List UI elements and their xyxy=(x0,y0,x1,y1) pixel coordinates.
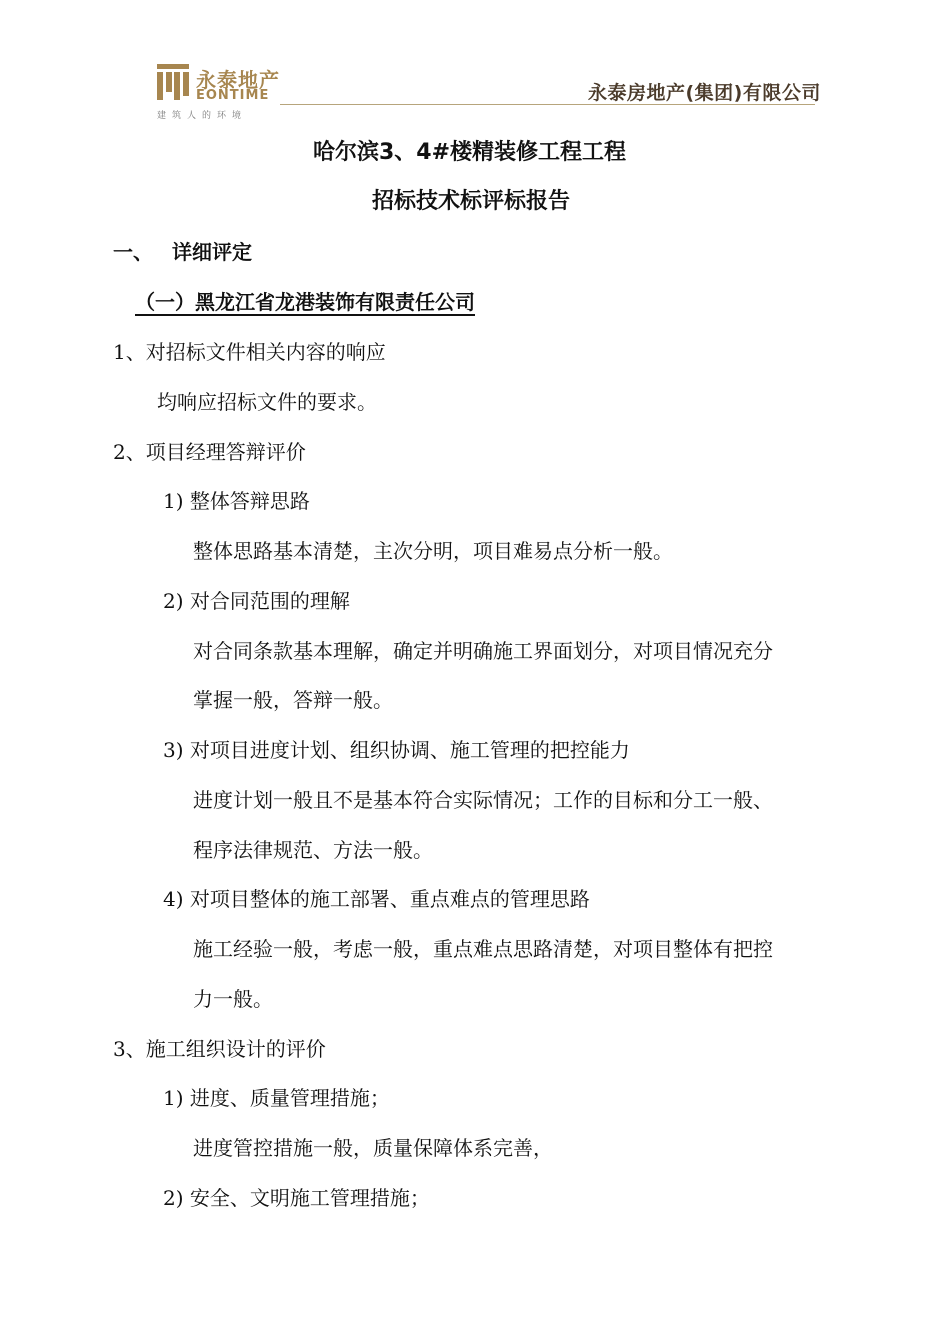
page-header xyxy=(0,0,950,140)
logo-chinese-text: 永泰地产 xyxy=(196,68,280,92)
report-title-line1: 哈尔滨3、4#楼精装修工程工程 xyxy=(313,140,627,165)
sub-item-text: 程序法律规范、方法一般。 xyxy=(193,838,433,862)
eontime-logo-icon xyxy=(157,64,189,100)
item-heading: 1、对招标文件相关内容的响应 xyxy=(113,340,386,364)
section-number: 一、 xyxy=(113,240,153,264)
sub-item-text: 进度管控措施一般，质量保障体系完善， xyxy=(193,1136,553,1160)
item-text: 均响应招标文件的要求。 xyxy=(157,390,377,414)
header-divider xyxy=(280,104,815,105)
bidder-heading: （一）黑龙江省龙港装饰有限责任公司 xyxy=(135,290,475,314)
sub-item-heading: 4) 对项目整体的施工部署、重点难点的管理思路 xyxy=(163,887,590,911)
section-heading: 详细评定 xyxy=(172,240,252,264)
sub-item-text: 对合同条款基本理解，确定并明确施工界面划分，对项目情况充分 xyxy=(193,639,773,663)
sub-item-text: 力一般。 xyxy=(193,987,273,1011)
logo-slogan: 建筑人的环境 xyxy=(157,111,248,121)
logo-english-text: EONTIME xyxy=(196,88,270,103)
sub-item-text: 掌握一般，答辩一般。 xyxy=(193,688,393,712)
sub-item-text: 施工经验一般，考虑一般，重点难点思路清楚，对项目整体有把控 xyxy=(193,937,773,961)
item-heading: 2、项目经理答辩评价 xyxy=(113,440,306,464)
sub-item-heading: 2) 安全、文明施工管理措施； xyxy=(163,1186,430,1210)
sub-item-heading: 1) 整体答辩思路 xyxy=(163,489,310,513)
sub-item-heading: 2) 对合同范围的理解 xyxy=(163,589,350,613)
item-heading: 3、施工组织设计的评价 xyxy=(113,1037,326,1061)
company-name: 永泰房地产(集团)有限公司 xyxy=(588,82,821,104)
sub-item-heading: 1) 进度、质量管理措施； xyxy=(163,1086,390,1110)
report-title-line2: 招标技术标评标报告 xyxy=(372,189,571,214)
sub-item-text: 整体思路基本清楚，主次分明，项目难易点分析一般。 xyxy=(193,539,673,563)
sub-item-heading: 3) 对项目进度计划、组织协调、施工管理的把控能力 xyxy=(163,738,630,762)
sub-item-text: 进度计划一般且不是基本符合实际情况；工作的目标和分工一般、 xyxy=(193,788,773,812)
